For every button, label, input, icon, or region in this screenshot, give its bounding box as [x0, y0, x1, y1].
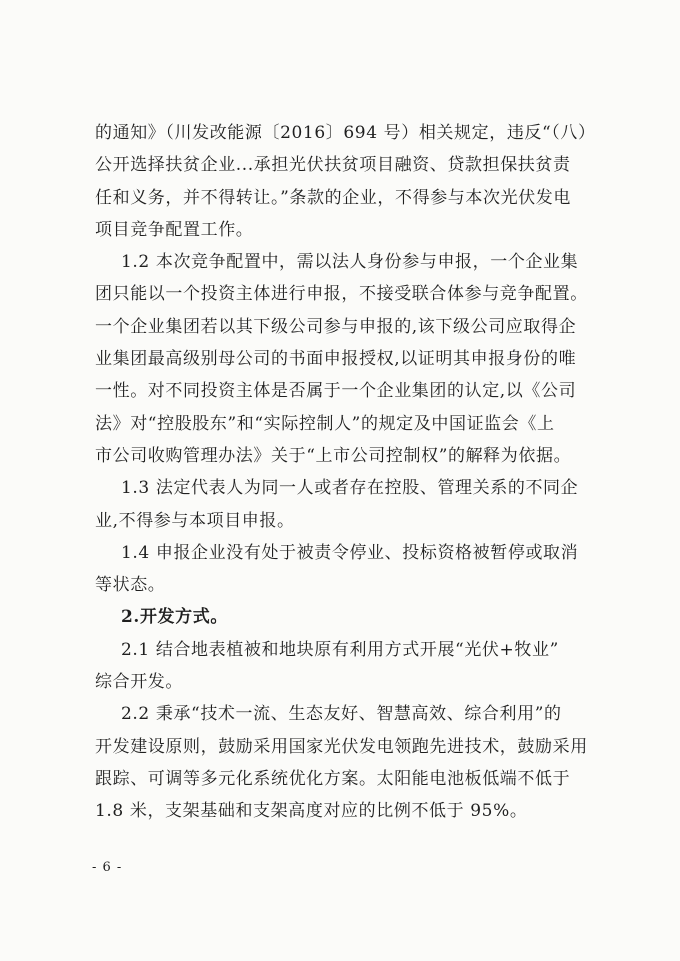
document-body — [95, 122, 601, 833]
text-line: 任和义务，并不得转让。”条款的企业，不得参与本次光伏发电 — [95, 187, 571, 208]
text-line: 公开选择扶贫企业...承担光伏扶贫项目融资、贷款担保扶贫责 — [95, 155, 571, 176]
text-line: 1.3 法定代表人为同一人或者存在控股、管理关系的不同企 — [121, 478, 579, 499]
text-line: 综合开发。 — [95, 672, 183, 693]
page-number: - 6 - — [92, 860, 123, 875]
text-line: 等状态。 — [95, 575, 166, 596]
text-line: 项目竞争配置工作。 — [95, 219, 254, 240]
text-line: 1.8 米，支架基础和支架高度对应的比例不低于 95%。 — [95, 801, 528, 822]
text-line: 1.2 本次竞争配置中，需以法人身份参与申报，一个企业集 — [121, 252, 579, 273]
text-line: 1.4 申报企业没有处于被责令停业、投标资格被暂停或取消 — [121, 542, 579, 563]
text-line: 一性。对不同投资主体是否属于一个企业集团的认定,以《公司 — [95, 381, 577, 402]
text-line: 一个企业集团若以其下级公司参与申报的,该下级公司应取得企 — [95, 316, 577, 337]
text-line: 团只能以一个投资主体进行申报，不接受联合体参与竞争配置。 — [95, 284, 588, 305]
text-line: 2.2 秉承“技术一流、生态友好、智慧高效、综合利用”的 — [121, 704, 562, 725]
text-line: 2.1 结合地表植被和地块原有利用方式开展“光伏+牧业” — [121, 639, 559, 660]
section-heading: 2.开发方式。 — [121, 607, 228, 628]
text-line: 业集团最高级别母公司的书面申报授权,以证明其申报身份的唯 — [95, 349, 577, 370]
text-line: 市公司收购管理办法》关于“上市公司控制权”的解释为依据。 — [95, 445, 572, 466]
text-line: 跟踪、可调等多元化系统优化方案。太阳能电池板低端不低于 — [95, 768, 571, 789]
text-line: 的通知》（川发改能源〔2016〕694 号）相关规定，违反“（八） — [95, 123, 596, 143]
text-line: 业,不得参与本项目申报。 — [95, 510, 295, 531]
text-line: 法》对“控股股东”和“实际控制人”的规定及中国证监会《上 — [95, 413, 555, 434]
text-line: 开发建设原则，鼓励采用国家光伏发电领跑先进技术，鼓励采用 — [95, 736, 588, 757]
